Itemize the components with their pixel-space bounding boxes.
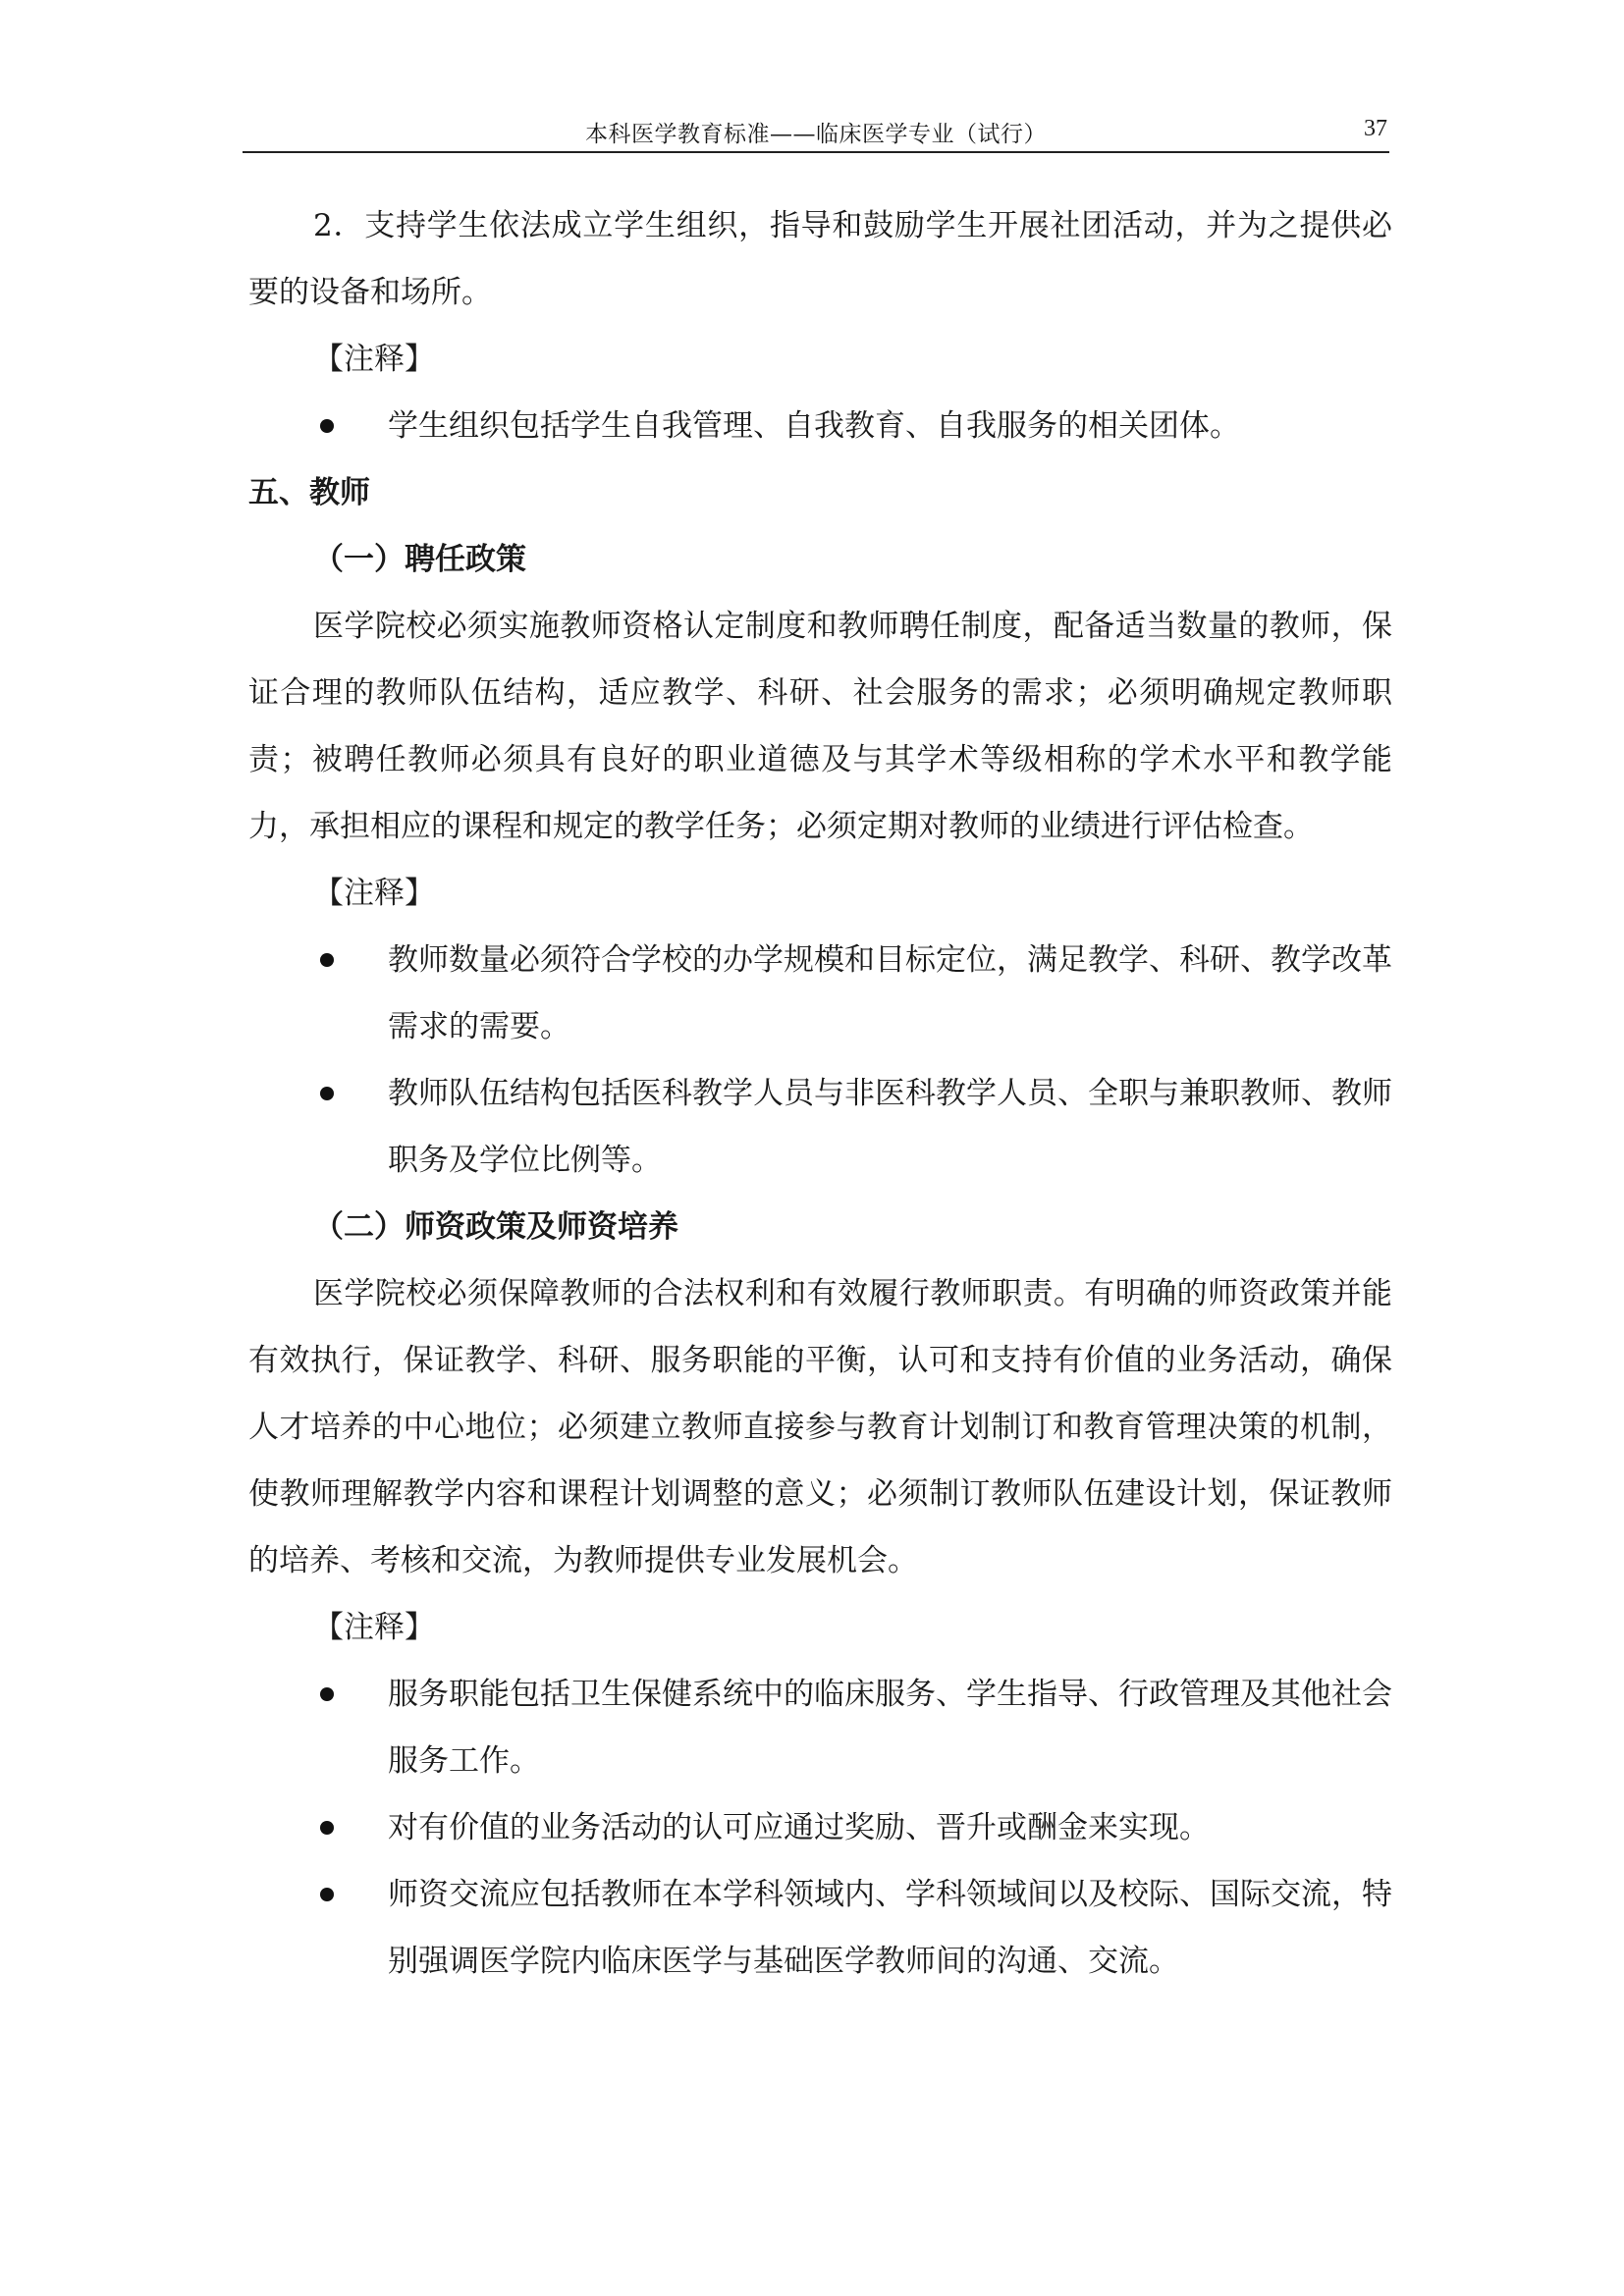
section-heading: 五、教师 <box>248 475 370 510</box>
bullet-icon <box>320 953 334 967</box>
bullet-icon <box>320 419 334 433</box>
bullet-text: 服务职能包括卫生保健系统中的临床服务、学生指导、行政管理及其他社会服务工作。 <box>388 1677 1392 1779</box>
note-bullet-item <box>248 393 1392 459</box>
paragraph-appointment-policy: 医学院校必须实施教师资格认定制度和教师聘任制度，配备适当数量的教师，保证合理的教师队伍结构，适应教学、科研、社会服务的需求；必须明确规定教师职责；被聘任教师必须具有良好的职业道德及与其学术等级相称的学术水平和教学能力，承担相应的课程和规定的教学任务；必须定期对教师的业绩进行评估检查。 <box>248 609 1392 844</box>
note-bullet-item <box>248 1661 1392 1794</box>
paragraph-faculty-policy: 医学院校必须保障教师的合法权利和有效履行教师职责。有明确的师资政策并能有效执行，保证教学、科研、服务职能的平衡，认可和支持有价值的业务活动，确保人才培养的中心地位；必须建立教师直接参与教育计划制订和教育管理决策的机制，使教师理解教学内容和课程计划调整的意义；必须制订教师队伍建设计划，保证教师的培养、考核和交流，为教师提供专业发展机会。 <box>248 1276 1392 1578</box>
document-body <box>248 192 1392 1995</box>
subsection-heading: （一）聘任政策 <box>313 542 526 577</box>
bullet-icon <box>320 1687 334 1701</box>
header-title: 本科医学教育标准——临床医学专业（试行） <box>585 122 1047 147</box>
note-bullet-item <box>248 927 1392 1060</box>
bullet-text: 对有价值的业务活动的认可应通过奖励、晋升或酬金来实现。 <box>388 1810 1210 1845</box>
bullet-text: 学生组织包括学生自我管理、自我教育、自我服务的相关团体。 <box>388 408 1240 444</box>
page-header <box>243 110 1389 153</box>
note-label: 【注释】 <box>313 876 435 911</box>
page-number: 37 <box>1364 116 1387 141</box>
note-label: 【注释】 <box>313 1610 435 1645</box>
note-bullet-item <box>248 1794 1392 1861</box>
note-label: 【注释】 <box>313 342 435 377</box>
subsection-heading: （二）师资政策及师资培养 <box>313 1209 678 1245</box>
bullet-text: 师资交流应包括教师在本学科领域内、学科领域间以及校际、国际交流，特别强调医学院内临床医学与基础医学教师间的沟通、交流。 <box>388 1877 1392 1979</box>
note-bullet-item <box>248 1861 1392 1995</box>
paragraph-student-organizations: 2．支持学生依法成立学生组织，指导和鼓励学生开展社团活动，并为之提供必要的设备和场所。 <box>248 208 1392 310</box>
note-bullet-item <box>248 1060 1392 1194</box>
bullet-icon <box>320 1888 334 1901</box>
bullet-text: 教师队伍结构包括医科教学人员与非医科教学人员、全职与兼职教师、教师职务及学位比例等。 <box>388 1076 1392 1178</box>
bullet-icon <box>320 1087 334 1100</box>
bullet-text: 教师数量必须符合学校的办学规模和目标定位，满足教学、科研、教学改革需求的需要。 <box>388 942 1392 1044</box>
bullet-icon <box>320 1821 334 1835</box>
